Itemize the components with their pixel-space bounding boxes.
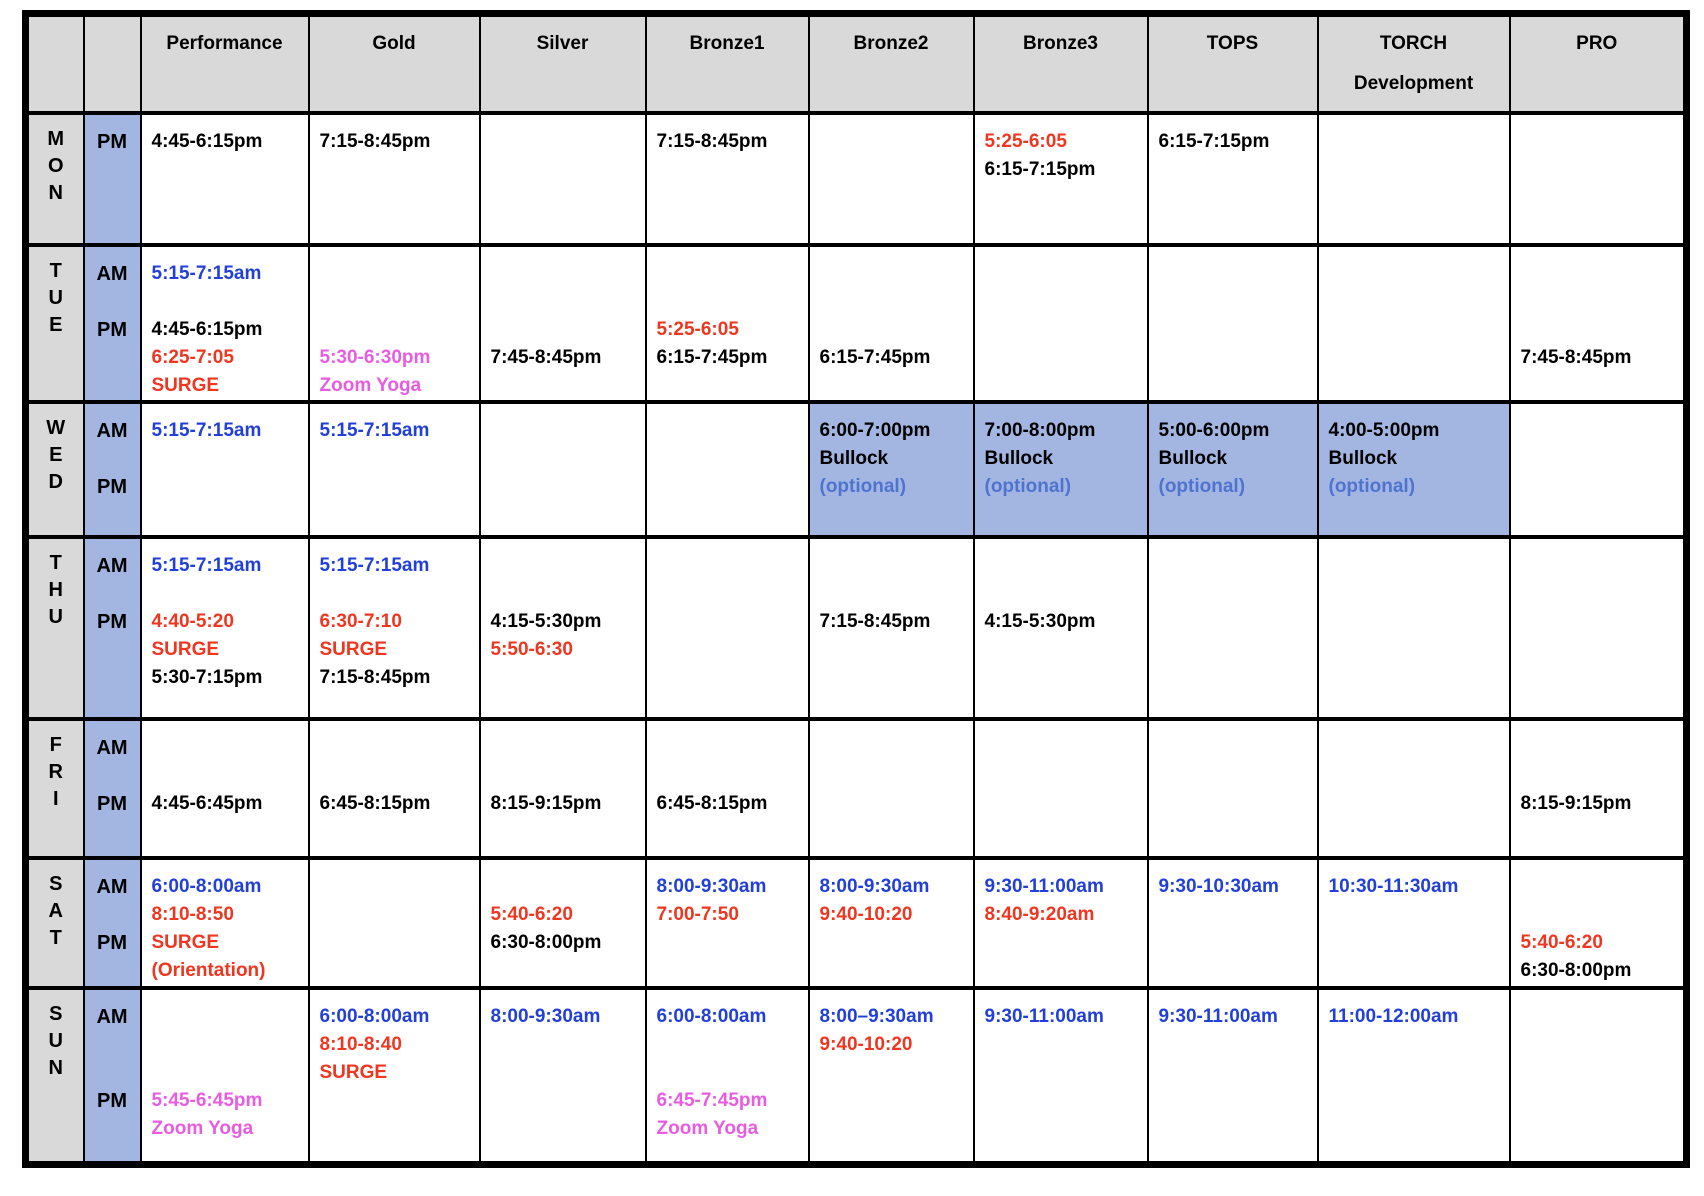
cell-fri-bronze2 xyxy=(809,719,974,858)
schedule-entry: PM xyxy=(97,610,127,633)
spacer xyxy=(85,445,140,473)
schedule-entry: 6:15-7:15pm xyxy=(1158,130,1270,152)
spacer xyxy=(820,552,969,580)
schedule-entry: 8:00–9:30am xyxy=(819,1005,934,1027)
day-letter: U xyxy=(48,605,63,628)
day-cell-mon xyxy=(26,113,84,245)
cell-tue-gold xyxy=(309,245,480,402)
column-header-label: TORCH xyxy=(1379,33,1448,54)
schedule-entry: 9:40-10:20 xyxy=(819,1033,913,1055)
day-letter: R xyxy=(48,760,63,783)
schedule-entry: 8:15-9:15pm xyxy=(490,792,602,814)
spacer xyxy=(152,762,304,790)
day-letter: M xyxy=(47,127,65,150)
day-letter: D xyxy=(48,470,63,493)
column-header-gold xyxy=(309,14,480,113)
cell-mon-pro xyxy=(1510,113,1687,245)
column-header-performance xyxy=(141,14,309,113)
spacer xyxy=(491,580,641,608)
ampm-cell-wed xyxy=(84,402,141,537)
ampm-cell-sun xyxy=(84,988,141,1165)
spacer xyxy=(320,762,475,790)
column-header-day xyxy=(26,14,84,113)
schedule-entry: Zoom Yoga xyxy=(319,374,422,396)
schedule-row-tue xyxy=(26,245,1687,402)
cell-thu-silver xyxy=(480,537,646,719)
cell-thu-pro xyxy=(1510,537,1687,719)
schedule-entry: 6:30-7:10 xyxy=(319,610,402,632)
cell-thu-bronze1 xyxy=(646,537,809,719)
ampm-cell-tue xyxy=(84,245,141,402)
cell-fri-bronze3 xyxy=(974,719,1148,858)
spacer xyxy=(152,734,304,762)
spacer xyxy=(657,1031,804,1059)
cell-mon-bronze1 xyxy=(646,113,809,245)
spacer xyxy=(152,1003,304,1031)
schedule-entry: 5:45-6:45pm xyxy=(151,1089,263,1111)
schedule-entry: (Orientation) xyxy=(151,959,266,981)
cell-tue-bronze3 xyxy=(974,245,1148,402)
day-letter: H xyxy=(48,578,63,601)
schedule-entry: PM xyxy=(97,475,127,498)
cell-wed-tops xyxy=(1148,402,1318,537)
schedule-entry: 6:30-8:00pm xyxy=(1520,959,1632,981)
cell-sat-bronze1 xyxy=(646,858,809,988)
day-letter: W xyxy=(46,416,66,439)
spacer xyxy=(85,1059,140,1087)
spacer xyxy=(657,260,804,288)
day-letter: F xyxy=(49,733,62,756)
cell-mon-tops xyxy=(1148,113,1318,245)
day-letter: E xyxy=(49,313,63,336)
spacer xyxy=(1521,288,1680,316)
spacer xyxy=(85,762,140,790)
schedule-table xyxy=(22,10,1690,1168)
cell-mon-performance xyxy=(141,113,309,245)
schedule-entry: 7:00-8:00pm xyxy=(984,419,1096,441)
column-header-bronze1 xyxy=(646,14,809,113)
column-header-sublabel: Development xyxy=(1353,73,1474,94)
cell-tue-performance xyxy=(141,245,309,402)
cell-fri-performance xyxy=(141,719,309,858)
day-letter: U xyxy=(48,1029,63,1052)
spacer xyxy=(152,1059,304,1087)
schedule-entry: 6:15-7:15pm xyxy=(984,158,1096,180)
spacer xyxy=(820,316,969,344)
spacer xyxy=(491,288,641,316)
schedule-entry: SURGE xyxy=(151,374,220,396)
schedule-entry: AM xyxy=(96,262,128,285)
schedule-entry: 9:30-11:00am xyxy=(1158,1005,1278,1027)
spacer xyxy=(491,316,641,344)
cell-thu-bronze2 xyxy=(809,537,974,719)
day-letter: S xyxy=(49,872,63,895)
cell-thu-tops xyxy=(1148,537,1318,719)
spacer xyxy=(320,260,475,288)
column-header-label: Gold xyxy=(372,33,416,54)
schedule-entry: 5:15-7:15am xyxy=(319,419,430,441)
schedule-entry: 4:15-5:30pm xyxy=(490,610,602,632)
schedule-entry: 6:45-8:15pm xyxy=(656,792,768,814)
spacer xyxy=(820,580,969,608)
spacer xyxy=(1521,873,1680,901)
cell-fri-bronze1 xyxy=(646,719,809,858)
cell-sun-pro xyxy=(1510,988,1687,1165)
spacer xyxy=(1521,762,1680,790)
day-letter: A xyxy=(48,899,63,922)
schedule-entry: 6:25-7:05 xyxy=(151,346,234,368)
spacer xyxy=(657,1059,804,1087)
spacer xyxy=(85,901,140,929)
cell-sat-tops xyxy=(1148,858,1318,988)
schedule-entry: Zoom Yoga xyxy=(656,1117,759,1139)
schedule-entry: (optional) xyxy=(819,475,907,497)
spacer xyxy=(820,260,969,288)
spacer xyxy=(152,1031,304,1059)
column-header-ampm xyxy=(84,14,141,113)
schedule-entry: AM xyxy=(96,736,128,759)
schedule-entry: SURGE xyxy=(151,638,220,660)
schedule-entry: PM xyxy=(97,130,127,153)
schedule-entry: AM xyxy=(96,554,128,577)
schedule-row-wed xyxy=(26,402,1687,537)
spacer xyxy=(1521,260,1680,288)
schedule-entry: (optional) xyxy=(984,475,1072,497)
cell-wed-pro xyxy=(1510,402,1687,537)
spacer xyxy=(491,762,641,790)
spacer xyxy=(320,316,475,344)
cell-mon-bronze2 xyxy=(809,113,974,245)
column-header-torch-development xyxy=(1318,14,1510,113)
cell-sat-silver xyxy=(480,858,646,988)
schedule-row-thu xyxy=(26,537,1687,719)
schedule-entry: 5:15-7:15am xyxy=(151,554,262,576)
schedule-entry: 5:30-6:30pm xyxy=(319,346,431,368)
cell-sun-bronze2 xyxy=(809,988,974,1165)
schedule-entry: 6:15-7:45pm xyxy=(656,346,768,368)
day-letter: I xyxy=(52,787,59,810)
column-header-bronze2 xyxy=(809,14,974,113)
schedule-entry: 6:00-8:00am xyxy=(151,875,262,897)
spacer xyxy=(491,734,641,762)
schedule-entry: 4:45-6:45pm xyxy=(151,792,263,814)
column-header-label: Silver xyxy=(536,33,589,54)
schedule-row-sun xyxy=(26,988,1687,1165)
schedule-row-sat xyxy=(26,858,1687,988)
spacer xyxy=(85,1031,140,1059)
schedule-entry: 8:10-8:50 xyxy=(151,903,234,925)
column-header-silver xyxy=(480,14,646,113)
schedule-entry: 5:40-6:20 xyxy=(490,903,573,925)
schedule-entry: 6:15-7:45pm xyxy=(819,346,931,368)
cell-thu-gold xyxy=(309,537,480,719)
cell-thu-performance xyxy=(141,537,309,719)
schedule-entry: 7:45-8:45pm xyxy=(490,346,602,368)
schedule-entry: 4:40-5:20 xyxy=(151,610,234,632)
schedule-entry: SURGE xyxy=(319,638,388,660)
schedule-entry: 5:00-6:00pm xyxy=(1158,419,1270,441)
spacer xyxy=(152,288,304,316)
cell-sat-pro xyxy=(1510,858,1687,988)
day-letter: N xyxy=(48,1056,63,1079)
spacer xyxy=(85,580,140,608)
spacer xyxy=(85,288,140,316)
schedule-entry: 7:15-8:45pm xyxy=(319,130,431,152)
cell-thu-torch-development xyxy=(1318,537,1510,719)
cell-fri-tops xyxy=(1148,719,1318,858)
day-letter: O xyxy=(47,154,64,177)
column-header-pro xyxy=(1510,14,1687,113)
schedule-entry: 5:15-7:15am xyxy=(319,554,430,576)
schedule-entry: SURGE xyxy=(319,1061,388,1083)
cell-sun-tops xyxy=(1148,988,1318,1165)
cell-wed-torch-development xyxy=(1318,402,1510,537)
day-cell-fri xyxy=(26,719,84,858)
schedule-entry: AM xyxy=(96,1005,128,1028)
column-header-label: Bronze2 xyxy=(853,33,929,54)
cell-sat-torch-development xyxy=(1318,858,1510,988)
schedule-entry: AM xyxy=(96,875,128,898)
cell-tue-pro xyxy=(1510,245,1687,402)
schedule-entry: 7:15-8:45pm xyxy=(656,130,768,152)
schedule-entry: PM xyxy=(97,931,127,954)
cell-mon-torch-development xyxy=(1318,113,1510,245)
day-letter: T xyxy=(49,551,62,574)
ampm-cell-sat xyxy=(84,858,141,988)
schedule-entry: AM xyxy=(96,419,128,442)
schedule-entry: 9:40-10:20 xyxy=(819,903,913,925)
schedule-entry: 5:40-6:20 xyxy=(1520,931,1603,953)
schedule-entry: 8:00-9:30am xyxy=(490,1005,601,1027)
spacer xyxy=(152,580,304,608)
schedule-entry: 9:30-11:00am xyxy=(984,875,1104,897)
spacer xyxy=(1521,901,1680,929)
day-cell-sat xyxy=(26,858,84,988)
column-header-bronze3 xyxy=(974,14,1148,113)
ampm-cell-thu xyxy=(84,537,141,719)
spacer xyxy=(657,762,804,790)
cell-tue-tops xyxy=(1148,245,1318,402)
cell-mon-bronze3 xyxy=(974,113,1148,245)
schedule-row-fri xyxy=(26,719,1687,858)
column-header-label: PRO xyxy=(1576,33,1618,54)
spacer xyxy=(1521,316,1680,344)
column-header-label: Performance xyxy=(166,33,283,54)
schedule-entry: SURGE xyxy=(151,931,220,953)
cell-sun-bronze1 xyxy=(646,988,809,1165)
cell-mon-gold xyxy=(309,113,480,245)
schedule-entry: 5:50-6:30 xyxy=(490,638,573,660)
schedule-entry: 7:00-7:50 xyxy=(656,903,739,925)
schedule-entry: Bullock xyxy=(984,447,1054,469)
schedule-entry: 5:25-6:05 xyxy=(656,318,739,340)
day-letter: T xyxy=(49,926,62,949)
cell-sun-performance xyxy=(141,988,309,1165)
schedule-entry: 4:45-6:15pm xyxy=(151,318,263,340)
spacer xyxy=(657,288,804,316)
cell-tue-silver xyxy=(480,245,646,402)
spacer xyxy=(985,580,1143,608)
cell-wed-bronze1 xyxy=(646,402,809,537)
schedule-entry: 6:30-8:00pm xyxy=(490,931,602,953)
cell-fri-silver xyxy=(480,719,646,858)
cell-tue-bronze1 xyxy=(646,245,809,402)
column-header-tops xyxy=(1148,14,1318,113)
spacer xyxy=(491,873,641,901)
cell-fri-gold xyxy=(309,719,480,858)
spacer xyxy=(820,288,969,316)
day-letter: E xyxy=(49,443,63,466)
schedule-entry: PM xyxy=(97,792,127,815)
schedule-entry: 6:45-7:45pm xyxy=(656,1089,768,1111)
schedule-row-mon xyxy=(26,113,1687,245)
schedule-entry: 4:00-5:00pm xyxy=(1328,419,1440,441)
column-header-label: Bronze3 xyxy=(1023,33,1098,54)
schedule-entry: 8:10-8:40 xyxy=(319,1033,402,1055)
day-cell-thu xyxy=(26,537,84,719)
cell-sat-performance xyxy=(141,858,309,988)
spacer xyxy=(320,734,475,762)
day-cell-sun xyxy=(26,988,84,1165)
schedule-entry: 11:00-12:00am xyxy=(1328,1005,1459,1027)
cell-wed-gold xyxy=(309,402,480,537)
ampm-cell-mon xyxy=(84,113,141,245)
schedule-entry: 9:30-10:30am xyxy=(1158,875,1279,897)
schedule-entry: 8:00-9:30am xyxy=(656,875,767,897)
day-letter: S xyxy=(49,1002,63,1025)
day-letter: U xyxy=(48,286,63,309)
schedule-entry: 7:45-8:45pm xyxy=(1520,346,1632,368)
day-cell-tue xyxy=(26,245,84,402)
schedule-entry: PM xyxy=(97,1089,127,1112)
cell-wed-bronze3 xyxy=(974,402,1148,537)
schedule-entry: 6:00-8:00am xyxy=(656,1005,767,1027)
schedule-entry: Zoom Yoga xyxy=(151,1117,254,1139)
cell-fri-pro xyxy=(1510,719,1687,858)
spacer xyxy=(320,288,475,316)
cell-tue-torch-development xyxy=(1318,245,1510,402)
schedule-entry: (optional) xyxy=(1158,475,1246,497)
schedule-entry: 8:40-9:20am xyxy=(984,903,1095,925)
schedule-entry: 4:15-5:30pm xyxy=(984,610,1096,632)
day-cell-wed xyxy=(26,402,84,537)
spacer xyxy=(1521,734,1680,762)
cell-sat-bronze3 xyxy=(974,858,1148,988)
cell-sun-bronze3 xyxy=(974,988,1148,1165)
schedule-entry: 6:00-7:00pm xyxy=(819,419,931,441)
spacer xyxy=(985,552,1143,580)
ampm-cell-fri xyxy=(84,719,141,858)
spacer xyxy=(491,260,641,288)
schedule-entry: 5:15-7:15am xyxy=(151,262,262,284)
schedule-entry: 5:30-7:15pm xyxy=(151,666,263,688)
column-header-label: Bronze1 xyxy=(689,33,765,54)
schedule-entry: 5:15-7:15am xyxy=(151,419,262,441)
cell-sat-gold xyxy=(309,858,480,988)
schedule-entry: 7:15-8:45pm xyxy=(319,666,431,688)
spacer xyxy=(491,552,641,580)
schedule-entry: PM xyxy=(97,318,127,341)
cell-sun-silver xyxy=(480,988,646,1165)
column-header-label: TOPS xyxy=(1206,33,1259,54)
cell-sun-torch-development xyxy=(1318,988,1510,1165)
schedule-entry: 4:45-6:15pm xyxy=(151,130,263,152)
day-letter: N xyxy=(48,181,63,204)
schedule-entry: (optional) xyxy=(1328,475,1416,497)
cell-wed-performance xyxy=(141,402,309,537)
schedule-entry: Bullock xyxy=(1328,447,1398,469)
cell-wed-bronze2 xyxy=(809,402,974,537)
schedule-page xyxy=(22,10,1704,1168)
schedule-entry: 5:25-6:05 xyxy=(984,130,1067,152)
schedule-entry: 10:30-11:30am xyxy=(1328,875,1459,897)
spacer xyxy=(320,580,475,608)
schedule-entry: 8:00-9:30am xyxy=(819,875,930,897)
cell-wed-silver xyxy=(480,402,646,537)
cell-thu-bronze3 xyxy=(974,537,1148,719)
cell-fri-torch-development xyxy=(1318,719,1510,858)
cell-sat-bronze2 xyxy=(809,858,974,988)
schedule-entry: 7:15-8:45pm xyxy=(819,610,931,632)
schedule-entry: 9:30-11:00am xyxy=(984,1005,1104,1027)
schedule-entry: Bullock xyxy=(819,447,889,469)
schedule-entry: 6:00-8:00am xyxy=(319,1005,430,1027)
day-letter: T xyxy=(49,259,62,282)
schedule-entry: Bullock xyxy=(1158,447,1228,469)
cell-sun-gold xyxy=(309,988,480,1165)
cell-tue-bronze2 xyxy=(809,245,974,402)
schedule-entry: 8:15-9:15pm xyxy=(1520,792,1632,814)
schedule-entry: 6:45-8:15pm xyxy=(319,792,431,814)
spacer xyxy=(657,734,804,762)
cell-mon-silver xyxy=(480,113,646,245)
